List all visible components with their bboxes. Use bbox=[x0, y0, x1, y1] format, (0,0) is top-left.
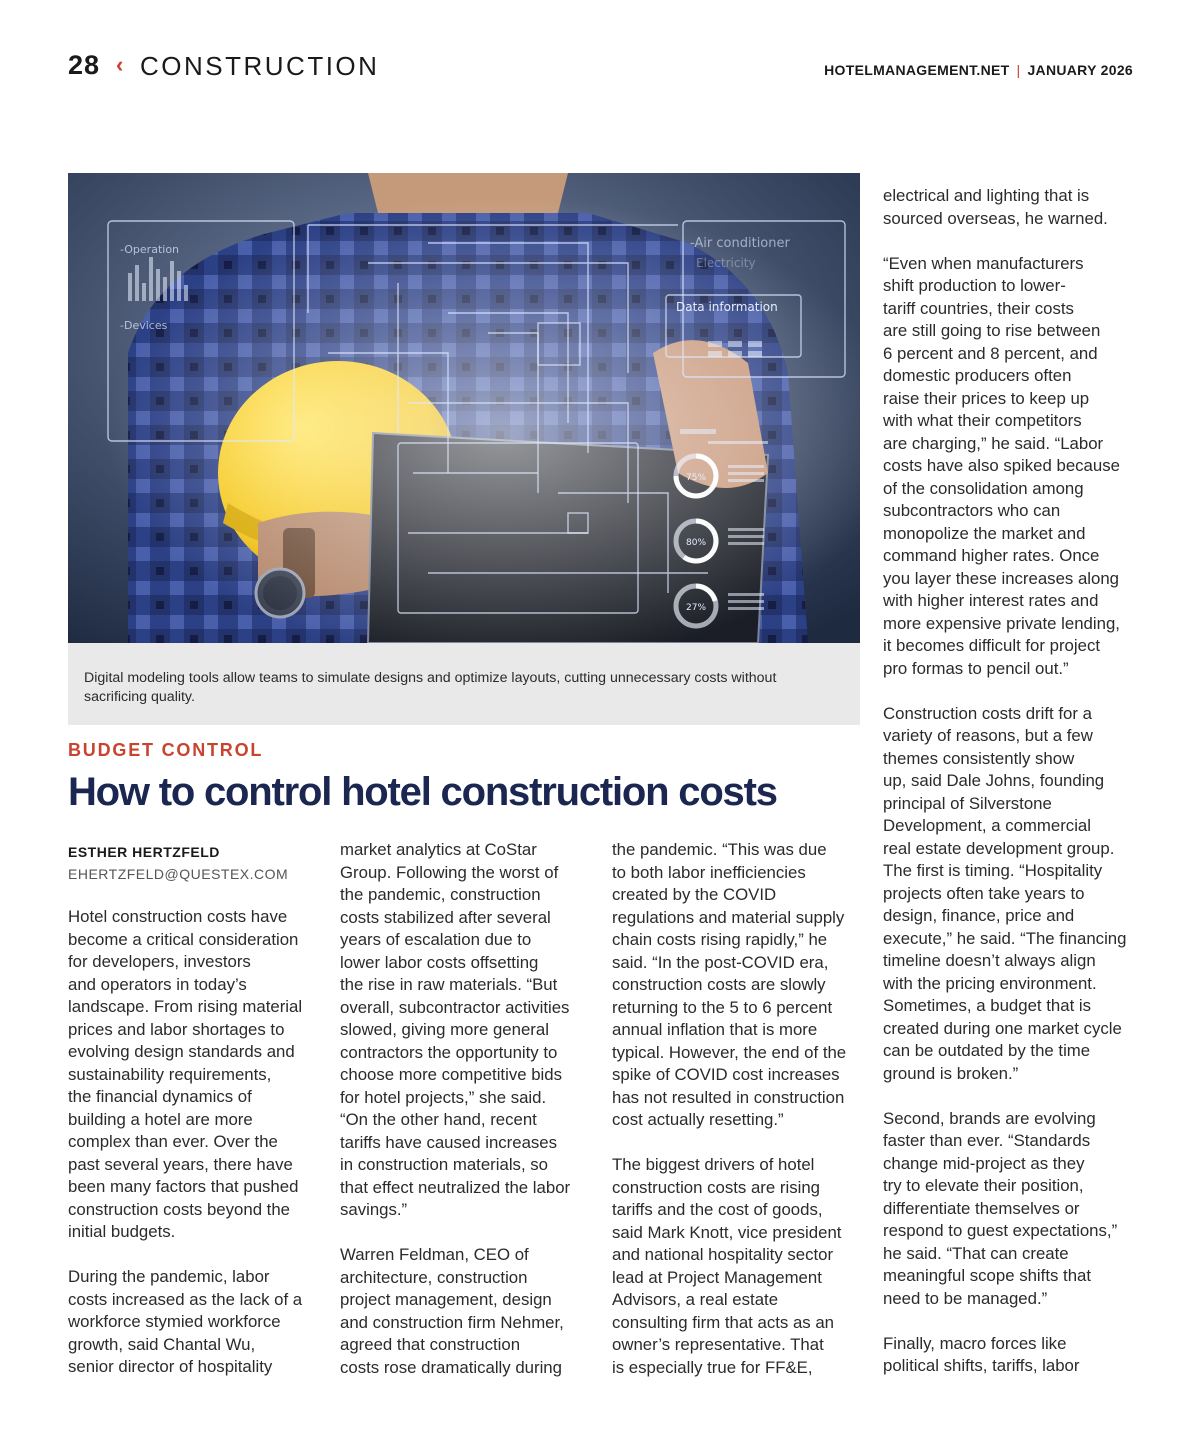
body-text-line: real estate development group. bbox=[883, 838, 1115, 858]
body-text-line: The first is timing. “Hospitality bbox=[883, 861, 1103, 880]
body-text-line: initial budgets. bbox=[68, 1222, 176, 1241]
caption-line: Digital modeling tools allow teams to simulate designs and optimize layouts, cutting unnecessary costs without bbox=[84, 670, 777, 686]
body-text-line: it becomes difficult for project bbox=[883, 636, 1101, 655]
page-header bbox=[68, 48, 1133, 88]
body-text-line: choose more competitive bids bbox=[340, 1065, 562, 1084]
chevron-left-icon: ‹ bbox=[116, 52, 124, 77]
body-text-line: overall, subcontractor activities bbox=[340, 997, 570, 1017]
author-email[interactable]: EHERTZFELD@QUESTEX.COM bbox=[68, 866, 289, 882]
body-text-line: to both labor inefficiencies bbox=[612, 862, 806, 882]
body-text-line: are charging,” he said. “Labor bbox=[883, 433, 1104, 453]
article-column-3 bbox=[612, 839, 846, 1379]
body-text-line: and construction firm Nehmer, bbox=[340, 1312, 564, 1332]
body-text-line: command higher rates. Once bbox=[883, 546, 1100, 565]
section-title: CONSTRUCTION bbox=[140, 51, 380, 81]
worker-hud-illustration bbox=[68, 173, 860, 643]
body-text-line: Finally, macro forces like bbox=[883, 1333, 1067, 1353]
body-text-line: architecture, construction bbox=[340, 1267, 528, 1287]
body-text-line: construction costs beyond the bbox=[68, 1199, 291, 1219]
hud-label-data-information: Data information bbox=[676, 300, 778, 314]
body-text-line: years of escalation due to bbox=[340, 930, 532, 949]
body-text-line: cost actually resetting.” bbox=[612, 1110, 784, 1129]
body-text-line: the pandemic. “This was due bbox=[612, 840, 827, 859]
body-text-line: political shifts, tariffs, labor bbox=[883, 1356, 1080, 1375]
body-text-line: costs stabilized after several bbox=[340, 907, 551, 927]
body-text-line: electrical and lighting that is bbox=[883, 186, 1090, 205]
body-text-line: 6 percent and 8 percent, and bbox=[883, 343, 1098, 363]
body-text-line: for developers, investors bbox=[68, 952, 251, 971]
hud-label-operation: -Operation bbox=[120, 243, 180, 256]
body-text-line: costs have also spiked because bbox=[883, 456, 1120, 475]
body-text-line: has not resulted in construction bbox=[612, 1087, 845, 1107]
body-text-line: market analytics at CoStar bbox=[340, 840, 537, 859]
body-text-line: and national hospitality sector bbox=[612, 1245, 834, 1264]
body-text-line: savings.” bbox=[340, 1200, 408, 1219]
body-text-line: for hotel projects,” she said. bbox=[340, 1087, 547, 1107]
body-text-line: projects often take years to bbox=[883, 883, 1085, 903]
paragraph-break bbox=[883, 230, 1126, 253]
gauge-label-1: 75% bbox=[686, 473, 707, 483]
body-text-line: meaningful scope shifts that bbox=[883, 1266, 1092, 1285]
body-text-line: up, said Dale Johns, founding bbox=[883, 771, 1105, 790]
gauge-label-3: 27% bbox=[686, 603, 707, 613]
paragraph-break bbox=[883, 1310, 1126, 1333]
body-text-line: try to elevate their position, bbox=[883, 1176, 1084, 1195]
page-number: 28 bbox=[68, 50, 101, 80]
body-text-line: project management, design bbox=[340, 1290, 552, 1309]
body-text-line: returning to the 5 to 6 percent bbox=[612, 997, 833, 1017]
body-text-line: he said. “That can create bbox=[883, 1243, 1069, 1263]
site-name: HOTELMANAGEMENT.NET bbox=[824, 62, 1010, 78]
body-text-line: design, finance, price and bbox=[883, 906, 1075, 925]
body-text-line: Development, a commercial bbox=[883, 816, 1091, 835]
body-text-line: in construction materials, so bbox=[340, 1155, 548, 1174]
body-text-line: differentiate themselves or bbox=[883, 1198, 1080, 1218]
body-text-line: complex than ever. Over the bbox=[68, 1132, 278, 1151]
body-text-line: created by the COVID bbox=[612, 885, 777, 904]
body-text-line: respond to guest expectations,” bbox=[883, 1221, 1118, 1240]
body-text-line: the pandemic, construction bbox=[340, 885, 541, 904]
body-text-line: tariffs have caused increases bbox=[340, 1132, 558, 1152]
body-text-line: change mid-project as they bbox=[883, 1153, 1085, 1173]
body-text-line: the financial dynamics of bbox=[68, 1087, 252, 1106]
body-text-line: of the consolidation among bbox=[883, 478, 1084, 498]
body-text-line: costs increased as the lack of a bbox=[68, 1289, 303, 1309]
body-text-line: are still going to rise between bbox=[883, 321, 1101, 340]
body-text-line: slowed, giving more general bbox=[340, 1020, 549, 1039]
body-text-line: Construction costs drift for a bbox=[883, 703, 1092, 723]
paragraph-break bbox=[68, 1244, 302, 1267]
body-text-line: with what their competitors bbox=[883, 411, 1082, 430]
body-text-line: contractors the opportunity to bbox=[340, 1042, 558, 1062]
body-text-line: senior director of hospitality bbox=[68, 1357, 273, 1376]
body-text-line: lead at Project Management bbox=[612, 1267, 822, 1287]
body-text-line: construction costs are rising bbox=[612, 1177, 820, 1197]
body-text-line: created during one market cycle bbox=[883, 1018, 1122, 1038]
body-text-line: tariffs and the cost of goods, bbox=[612, 1200, 823, 1219]
body-text-line: During the pandemic, labor bbox=[68, 1267, 270, 1286]
body-text-line: execute,” he said. “The financing bbox=[883, 928, 1127, 948]
body-text-line: evolving design standards and bbox=[68, 1042, 295, 1061]
body-text-line: chain costs rising rapidly,” he bbox=[612, 930, 828, 949]
body-text-line: can be outdated by the time bbox=[883, 1041, 1091, 1060]
body-text-line: faster than ever. “Standards bbox=[883, 1131, 1091, 1150]
hud-label-electricity: Electricity bbox=[696, 256, 756, 270]
body-text-line: said Mark Knott, vice president bbox=[612, 1222, 842, 1242]
body-text-line: Warren Feldman, CEO of bbox=[340, 1245, 529, 1264]
body-text-line: been many factors that pushed bbox=[68, 1177, 299, 1196]
paragraph-break bbox=[883, 680, 1126, 703]
body-text-line: principal of Silverstone bbox=[883, 793, 1052, 813]
body-text-line: is especially true for FF&E, bbox=[612, 1357, 813, 1377]
article-column-4 bbox=[883, 185, 1126, 1378]
author-name: ESTHER HERTZFELD bbox=[68, 844, 220, 860]
body-text-line: construction costs are slowly bbox=[612, 975, 826, 994]
body-text-line: consulting firm that acts as an bbox=[612, 1312, 834, 1332]
body-text-line: themes consistently show bbox=[883, 748, 1075, 768]
body-text-line: lower labor costs offsetting bbox=[340, 952, 539, 972]
article-kicker: BUDGET CONTROL bbox=[68, 740, 264, 760]
body-text-line: domestic producers often bbox=[883, 366, 1072, 385]
body-text-line: and operators in today’s bbox=[68, 974, 247, 994]
paragraph-break bbox=[612, 1132, 846, 1155]
body-text-line: Advisors, a real estate bbox=[612, 1290, 779, 1309]
body-text-line: become a critical consideration bbox=[68, 929, 299, 949]
body-text-line: shift production to lower- bbox=[883, 276, 1066, 295]
photo-caption-box bbox=[68, 643, 860, 725]
body-text-line: sustainability requirements, bbox=[68, 1064, 272, 1084]
body-text-line: The biggest drivers of hotel bbox=[612, 1155, 815, 1174]
body-text-line: said. “In the post-COVID era, bbox=[612, 952, 829, 972]
body-text-line: subcontractors who can bbox=[883, 501, 1061, 520]
article-column-1 bbox=[68, 906, 302, 1379]
masthead bbox=[824, 62, 1133, 78]
photo-caption bbox=[84, 669, 844, 707]
article-column-2 bbox=[340, 839, 570, 1379]
body-text-line: more expensive private lending, bbox=[883, 613, 1120, 633]
body-text-line: Group. Following the worst of bbox=[340, 862, 559, 882]
hud-label-devices: -Devices bbox=[120, 319, 168, 332]
body-text-line: Hotel construction costs have bbox=[68, 907, 288, 926]
body-text-line: annual inflation that is more bbox=[612, 1020, 818, 1039]
body-text-line: timeline doesn’t always align bbox=[883, 951, 1096, 970]
body-text-line: Second, brands are evolving bbox=[883, 1108, 1096, 1128]
body-text-line: the rise in raw materials. “But bbox=[340, 975, 558, 994]
body-text-line: monopolize the market and bbox=[883, 523, 1086, 543]
gauge-label-2: 80% bbox=[686, 538, 707, 548]
body-text-line: “Even when manufacturers bbox=[883, 253, 1084, 273]
body-text-line: with the pricing environment. bbox=[883, 973, 1097, 993]
separator: | bbox=[1016, 62, 1021, 78]
body-text-line: you layer these increases along bbox=[883, 568, 1120, 588]
body-text-line: need to be managed.” bbox=[883, 1288, 1048, 1308]
body-text-line: sourced overseas, he warned. bbox=[883, 208, 1108, 228]
body-text-line: regulations and material supply bbox=[612, 907, 845, 927]
paragraph-break bbox=[883, 1085, 1126, 1108]
body-text-line: costs rose dramatically during bbox=[340, 1357, 562, 1377]
body-text-line: agreed that construction bbox=[340, 1335, 521, 1354]
body-text-line: spike of COVID cost increases bbox=[612, 1065, 840, 1084]
body-text-line: typical. However, the end of the bbox=[612, 1042, 847, 1062]
body-text-line: past several years, there have bbox=[68, 1154, 293, 1174]
body-text-line: owner’s representative. That bbox=[612, 1335, 824, 1354]
hud-label-air-conditioner: -Air conditioner bbox=[690, 236, 790, 251]
article-photo bbox=[68, 173, 860, 643]
body-text-line: that effect neutralized the labor bbox=[340, 1177, 571, 1197]
body-text-line: “On the other hand, recent bbox=[340, 1110, 537, 1129]
body-text-line: prices and labor shortages to bbox=[68, 1019, 285, 1039]
body-text-line: growth, said Chantal Wu, bbox=[68, 1334, 256, 1354]
body-text-line: variety of reasons, but a few bbox=[883, 726, 1093, 745]
body-text-line: raise their prices to keep up bbox=[883, 388, 1090, 408]
body-text-line: Sometimes, a budget that is bbox=[883, 996, 1092, 1015]
body-text-line: with higher interest rates and bbox=[883, 591, 1099, 610]
body-text-line: building a hotel are more bbox=[68, 1109, 253, 1129]
body-text-line: workforce stymied workforce bbox=[68, 1312, 281, 1331]
body-text-line: landscape. From rising material bbox=[68, 997, 303, 1016]
issue-date: JANUARY 2026 bbox=[1027, 62, 1133, 78]
body-text-line: pro formas to pencil out.” bbox=[883, 658, 1069, 678]
caption-line: sacrificing quality. bbox=[84, 689, 195, 705]
paragraph-break bbox=[340, 1222, 570, 1245]
body-text-line: ground is broken.” bbox=[883, 1063, 1019, 1083]
article-headline: How to control hotel construction costs bbox=[68, 770, 777, 814]
body-text-line: tariff countries, their costs bbox=[883, 298, 1074, 318]
